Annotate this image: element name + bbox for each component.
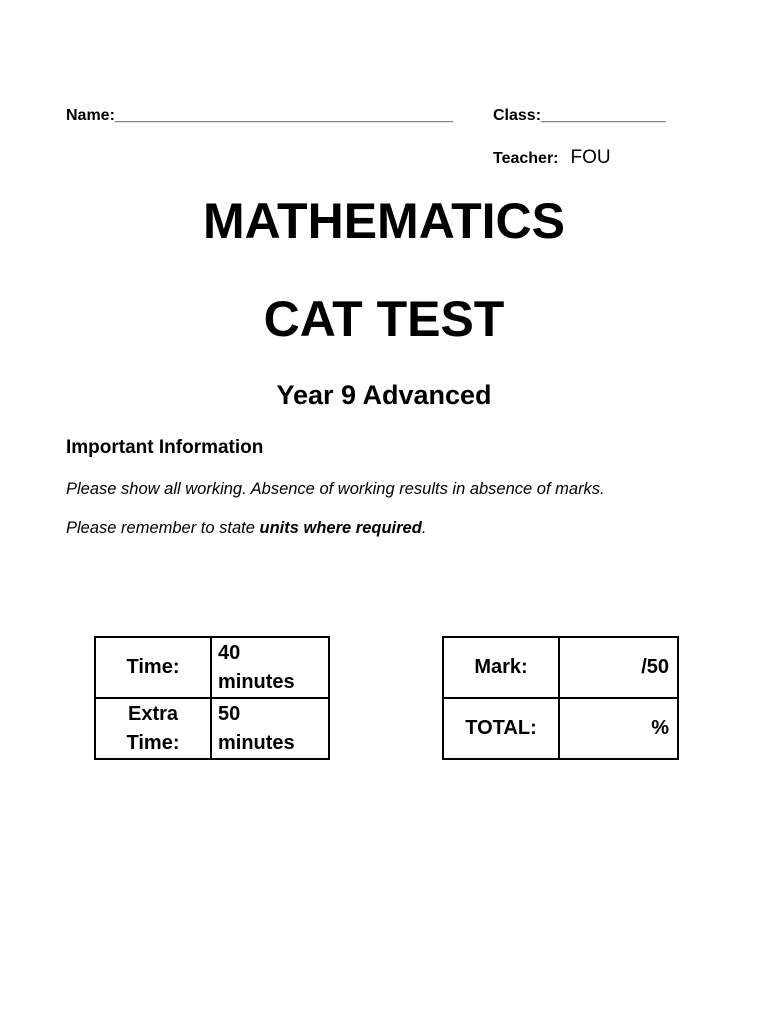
teacher-label: Teacher: [493,150,559,167]
info-line-units-prefix: Please remember to state [66,519,260,537]
info-heading: Important Information [66,437,264,458]
mark-value: /50 [559,637,678,698]
info-line-units [66,519,426,538]
mark-table [442,636,679,760]
extra-time-row [95,698,329,759]
extra-time-value-unit: minutes [218,731,295,754]
mark-label: Mark: [443,637,559,698]
total-label: TOTAL: [443,698,559,759]
time-value-unit: minutes [218,670,295,693]
time-label: Time: [95,637,211,698]
info-line-units-suffix: . [421,519,427,537]
info-line-units-bold: units where required [259,519,422,537]
mark-row [443,637,678,698]
subtitle-year: Year 9 Advanced [276,380,492,410]
title-cat-test: CAT TEST [263,291,505,347]
extra-time-label [95,698,211,759]
extra-time-value [211,698,329,759]
time-row [95,637,329,698]
time-table [94,636,330,760]
extra-time-value-number: 50 [218,702,241,725]
extra-time-label-line1: Extra [127,702,179,725]
teacher-value: FOU [570,147,611,168]
name-field-label: Name:______________________________________ [66,107,454,124]
time-value [211,637,329,698]
info-line-working: Please show all working. Absence of working results in absence of marks. [66,480,605,498]
teacher-row [493,147,611,169]
title-mathematics: MATHEMATICS [203,193,565,249]
class-field-label: Class:______________ [493,107,666,124]
total-value: % [559,698,678,759]
time-value-number: 40 [218,641,241,664]
total-row [443,698,678,759]
extra-time-label-line2: Time: [126,731,180,754]
